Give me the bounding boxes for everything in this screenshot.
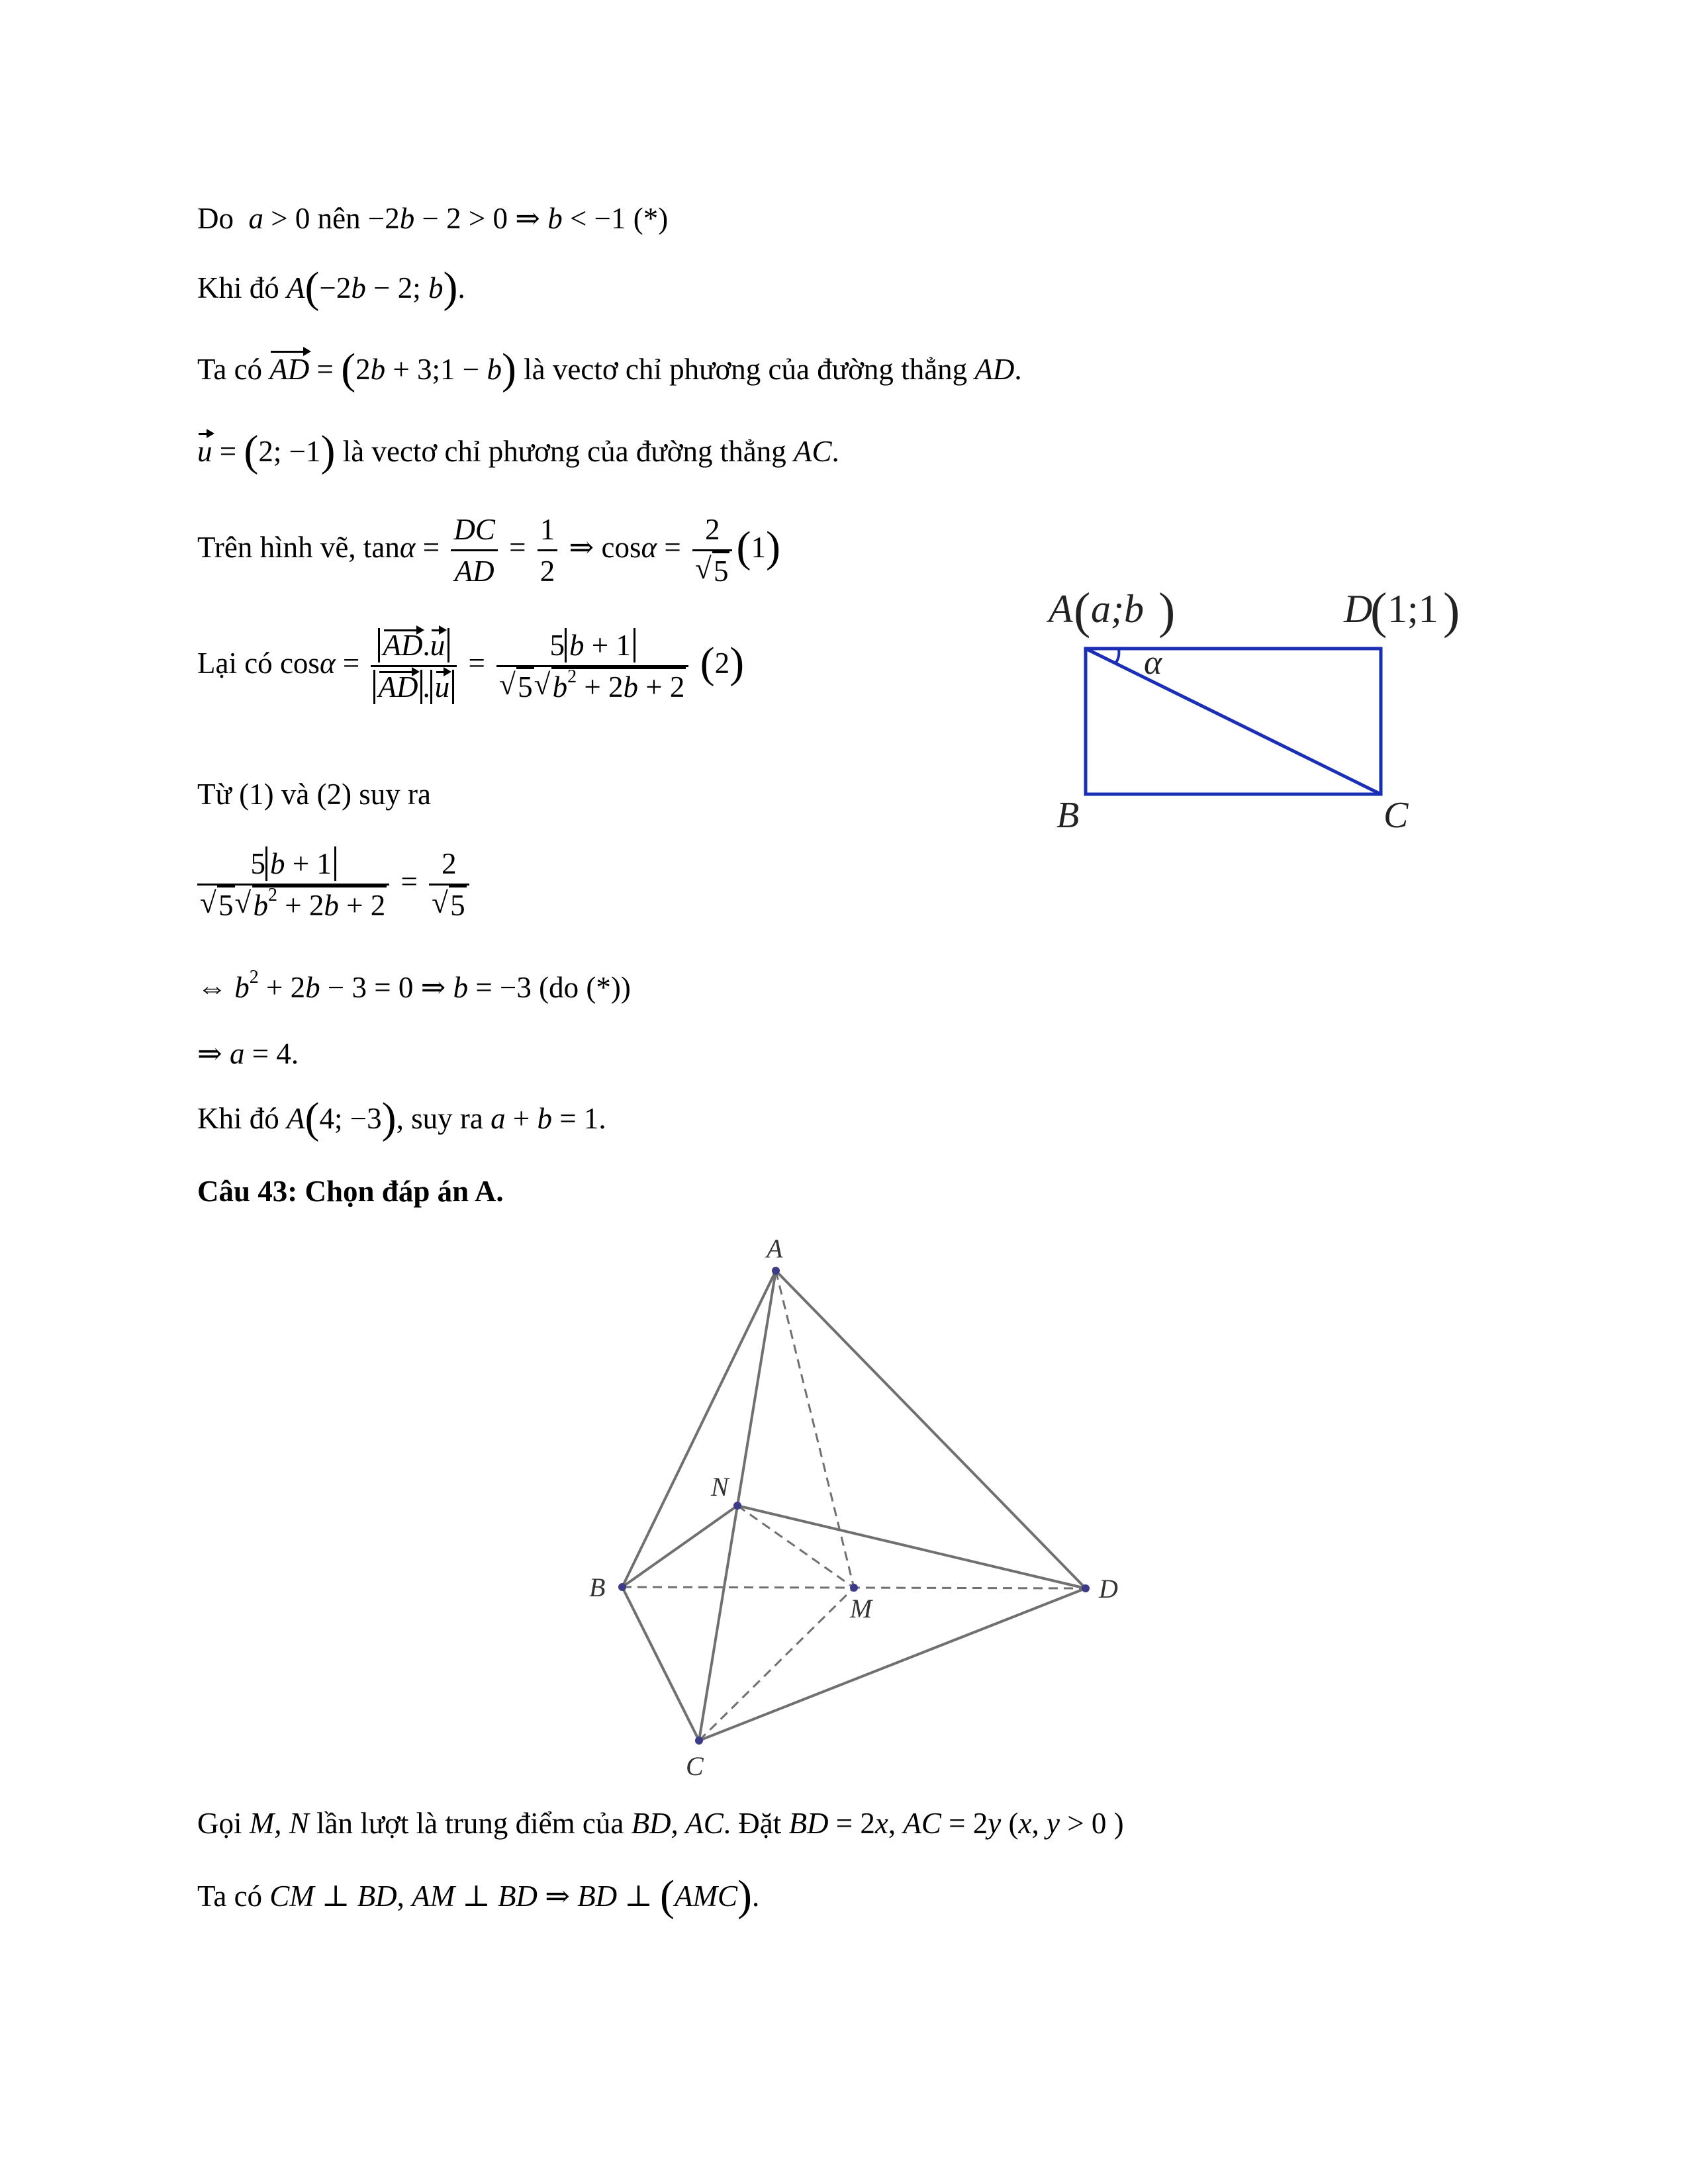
line-2: Khi đó A(−2b − 2; b). [197, 263, 465, 312]
label-A-close-paren: ) [1158, 583, 1176, 639]
label-tetra-B: B [589, 1572, 606, 1602]
line-5: Trên hình vẽ, tanα = $\frac{DC}{AD}$ = $\frac{1}{2}$ ⇒ cosα = 2 √ 5 (1) [197, 510, 780, 591]
fraction-cosine-formula: $\frac{AD.u}{AD . u}$ [371, 625, 457, 707]
segment-CM-hidden [699, 1588, 854, 1741]
segment-AM-hidden [776, 1271, 854, 1588]
segment-NM-hidden [737, 1506, 854, 1588]
edge-BC [622, 1587, 699, 1741]
label-D-coords: 1;1 [1387, 587, 1438, 631]
label-D: D [1344, 587, 1373, 631]
line-4: u = (2; −1) là vectơ chỉ phương của đường thẳng AC. [197, 427, 839, 475]
label-tetra-N: N [711, 1472, 729, 1502]
fraction-cosine-value: 5 b + 1 √ 5√ $b^2 + 2b + 2$ [496, 625, 688, 707]
vector-AD: AD [269, 349, 309, 389]
label-C: C [1383, 795, 1409, 836]
edge-AB [622, 1271, 776, 1587]
point-C [695, 1737, 703, 1745]
point-M [850, 1584, 858, 1592]
rectangle-figure [1033, 576, 1496, 854]
label-tetra-D: D [1099, 1574, 1118, 1604]
line-3: Ta có AD = (2b + 3;1 − b) là vectơ chỉ phương của đường thẳng AD. [197, 345, 1022, 393]
vector-u: u [197, 432, 212, 471]
edge-CD [699, 1588, 1086, 1741]
tetrahedron-figure [569, 1224, 1139, 1794]
fraction-two-root-five: 2 √ 5 [692, 510, 733, 591]
fraction-rhs: 2 √ 5 [429, 844, 469, 925]
segment-BN [622, 1506, 737, 1587]
label-alpha: α [1144, 644, 1162, 682]
angle-alpha-arc [1115, 649, 1119, 664]
answer-heading: Câu 43: Chọn đáp án A. [197, 1175, 504, 1208]
label-A-coords: a;b [1091, 587, 1144, 631]
edge-AD [776, 1271, 1086, 1588]
fraction-dc-ad: $\frac{DC}{AD}$ [451, 510, 498, 591]
line-1: Do a > 0 nên −2b − 2 > 0 ⇒ b < −1 (*) [197, 202, 669, 235]
label-tetra-M: M [850, 1594, 872, 1623]
line-9: ⇔ $b^2 + 2b - 3 = 0$ ⇒ b = −3 (do (*)) [197, 967, 631, 1004]
label-B: B [1056, 795, 1080, 836]
line-11: Khi đó A(4; −3), suy ra a + b = 1. [197, 1094, 606, 1142]
line-14: Ta có CM ⊥ BD, AM ⊥ BD ⇒ BD ⊥ (AMC). [197, 1872, 760, 1920]
label-tetra-A: A [767, 1234, 783, 1263]
point-D [1082, 1584, 1090, 1592]
label-A-open-paren: ( [1074, 583, 1091, 639]
point-B [618, 1583, 626, 1591]
point-A [772, 1267, 780, 1275]
point-N [733, 1502, 741, 1510]
label-D-open-paren: ( [1370, 583, 1387, 639]
line-8: 5 b + 1 √ 5√ $b^2 + 2b + 2$ = 2 √ 5 [197, 844, 473, 925]
diagonal-ac [1086, 649, 1381, 794]
line-7: Từ (1) và (2) suy ra [197, 778, 432, 811]
label-D-close-paren: ) [1443, 583, 1460, 639]
label-A: A [1049, 587, 1073, 631]
fraction-lhs: 5 b + 1 √ 5√ $b^2 + 2b + 2$ [197, 844, 389, 925]
line-10: ⇒ a = 4. [197, 1037, 299, 1070]
segment-ND [737, 1506, 1086, 1588]
label-tetra-C: C [686, 1751, 704, 1781]
fraction-one-half: $\frac{1}{2}$ [538, 510, 558, 591]
line-6: Lại có cosα = $\frac{AD.u}{AD . u}$ = 5 b + 1 √ 5√ $b^2 + 2b + 2$ (2) [197, 625, 744, 707]
line-13: Gọi M, N lần lượt là trung điểm của BD, AC. Đặt BD = 2x, AC = 2y (x, y > 0 ) [197, 1807, 1124, 1840]
